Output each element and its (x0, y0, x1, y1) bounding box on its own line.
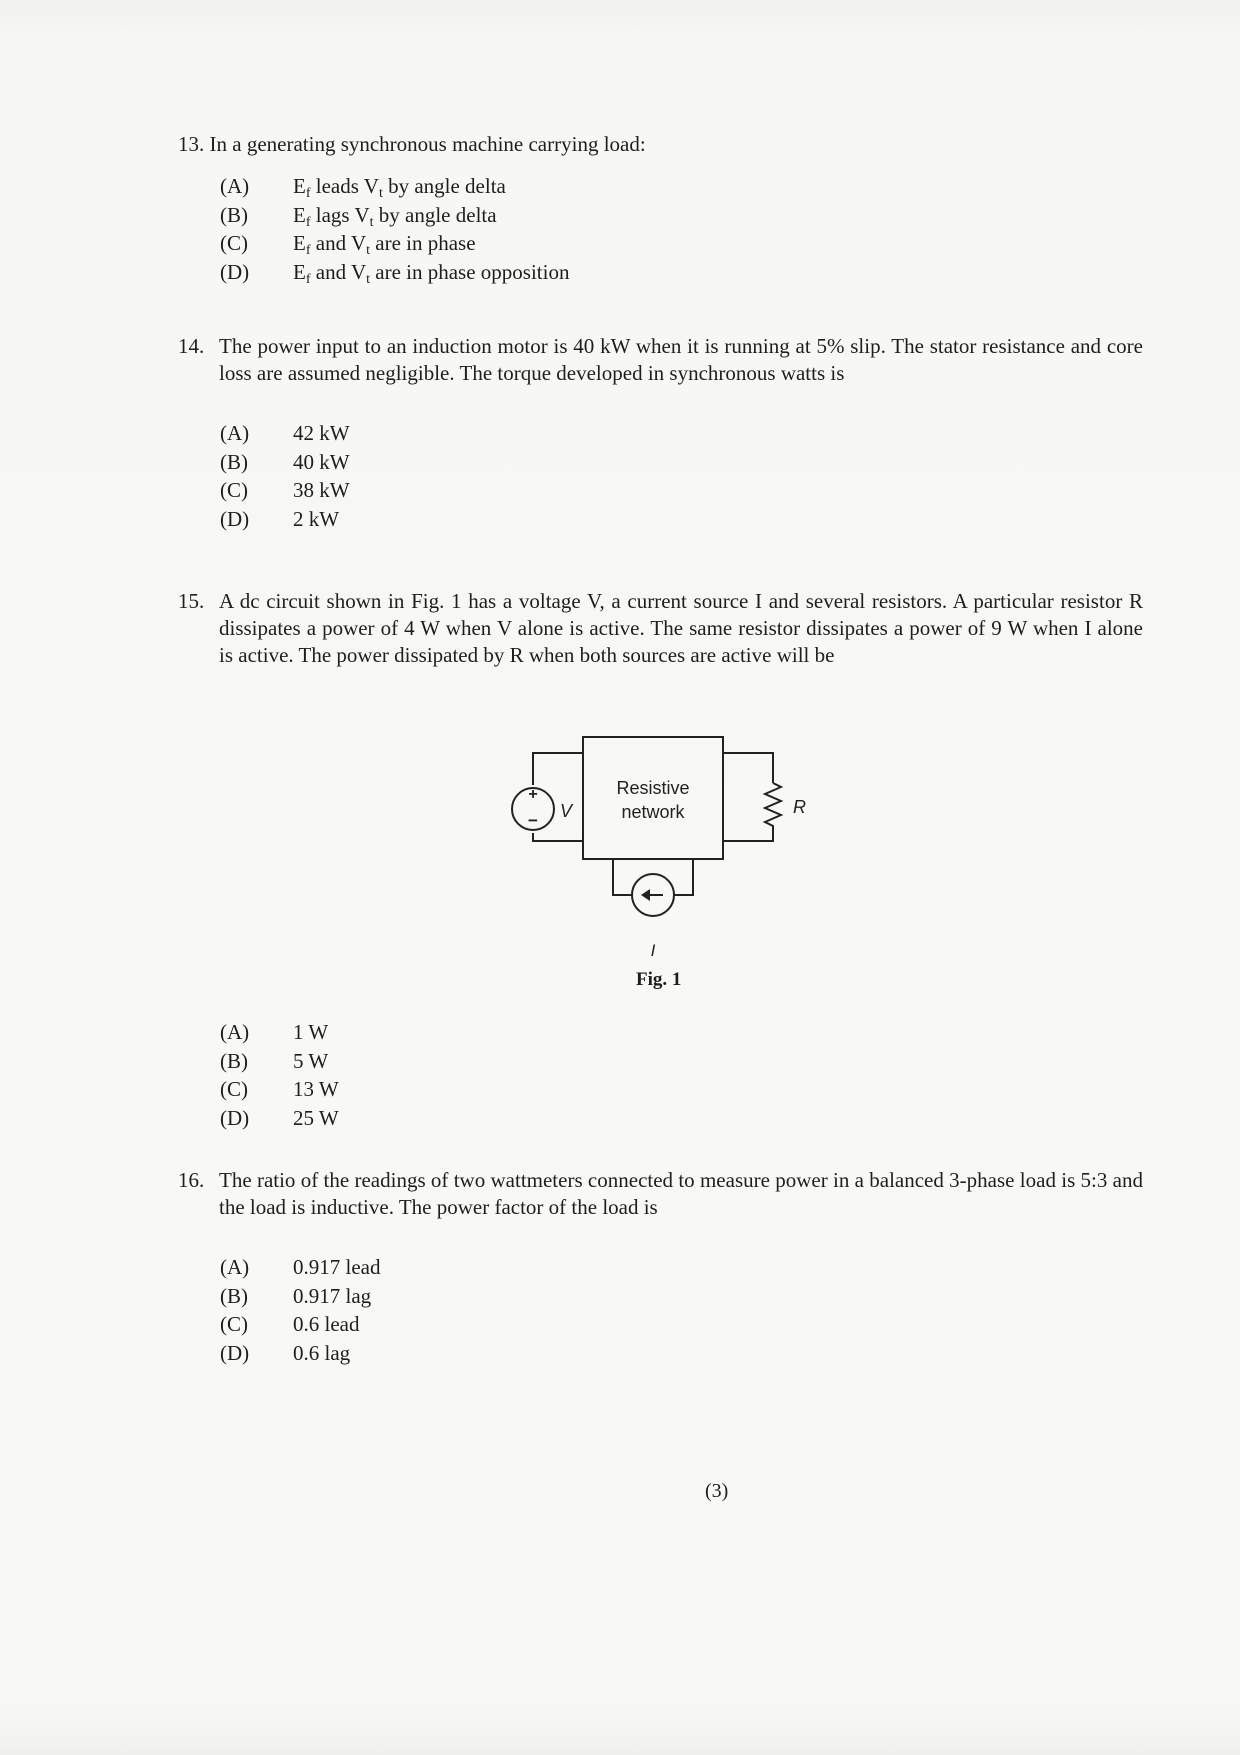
plus-sign: + (528, 786, 538, 803)
circuit-diagram (500, 735, 830, 965)
question-15 (178, 588, 1143, 669)
left-wire-top (533, 753, 583, 785)
voltage-label: V (560, 801, 573, 821)
option-15-a (220, 1018, 1143, 1047)
option-label: (A) (220, 1255, 250, 1279)
option-text: 38 kW (293, 478, 350, 502)
option-text: 13 W (293, 1077, 339, 1101)
page-number: (3) (705, 1480, 729, 1502)
network-label-line1: Resistive (616, 778, 690, 798)
question-15-text: A dc circuit shown in Fig. 1 has a voltage V, a current source I and several resistors. A particular resistor R dissipates a power of 4 W when V alone is active. The same resistor dissipates a power of 9 W when I alone is active. The power dissipated by R when both sources are active will be (219, 589, 1143, 667)
question-15-stem (178, 588, 1143, 669)
question-13-stem (178, 131, 1143, 158)
resistor-label: R (793, 797, 806, 817)
minus-sign: − (528, 811, 538, 830)
question-14-text: The power input to an induction motor is 40 kW when it is running at 5% slip. The stator resistance and core loss are assumed negligible. The torque developed in synchronous watts is (219, 334, 1143, 385)
option-label: (A) (220, 174, 250, 198)
question-13-stem-text: In a generating synchronous machine carrying load: (209, 132, 646, 156)
option-text: 40 kW (293, 449, 350, 474)
bottom-wire-left (613, 859, 632, 895)
option-text: 0.6 lag (293, 1340, 351, 1365)
option-text: 1 W (293, 1020, 329, 1044)
option-text: 2 kW (293, 506, 340, 531)
question-14 (178, 333, 1143, 533)
option-label: (C) (220, 478, 248, 502)
resistor-zigzag (723, 783, 781, 841)
option-text: $E_f$ and $V_t$ are in phase opposition (293, 259, 570, 287)
option-label: (B) (220, 1048, 248, 1073)
question-15-answers (178, 1018, 1143, 1132)
left-wire-bottom (533, 833, 583, 841)
question-13-number: 13. (178, 132, 205, 156)
network-label-line2: network (621, 802, 685, 822)
question-16-text: The ratio of the readings of two wattmeters connected to measure power in a balanced 3-phase load is 5:3 and the load is inductive. The power factor of the load is (219, 1168, 1143, 1219)
option-label: (D) (220, 259, 250, 284)
question-16-number: 16. (178, 1168, 205, 1192)
option-label: (C) (220, 1312, 248, 1336)
question-13-text (178, 131, 1143, 158)
option-text: 0.917 lag (293, 1283, 372, 1308)
option-16-b (220, 1282, 1143, 1311)
question-13 (178, 131, 1143, 286)
bottom-wire-right (674, 859, 693, 895)
option-13-d (220, 258, 1143, 287)
option-14-b (220, 448, 1143, 477)
option-text: 42 kW (293, 421, 350, 445)
current-arrow-head (641, 889, 650, 901)
resistive-network-box (583, 737, 723, 859)
question-15-number: 15. (178, 589, 205, 613)
option-14-a (220, 419, 1143, 448)
option-13-c (220, 229, 1143, 258)
option-label: (D) (220, 1105, 250, 1130)
option-label: (A) (220, 421, 250, 445)
option-14-c (220, 476, 1143, 505)
option-label: (D) (220, 506, 250, 531)
option-15-c (220, 1075, 1143, 1104)
question-16-options (220, 1253, 1143, 1367)
figure-caption: Fig. 1 (636, 969, 682, 990)
option-text: $E_f$ and $V_t$ are in phase (293, 231, 476, 258)
circuit-figure (500, 735, 830, 965)
option-14-d (220, 505, 1143, 534)
option-label: (B) (220, 1283, 248, 1308)
question-16-stem (178, 1167, 1143, 1221)
option-text: 5 W (293, 1048, 329, 1073)
option-16-a (220, 1253, 1143, 1282)
current-label: I (650, 941, 656, 960)
option-16-c (220, 1310, 1143, 1339)
option-13-a (220, 172, 1143, 201)
option-text: 0.917 lead (293, 1255, 381, 1279)
option-text: 0.6 lead (293, 1312, 360, 1336)
option-label: (A) (220, 1020, 250, 1044)
option-label: (C) (220, 231, 248, 255)
option-label: (D) (220, 1340, 250, 1365)
question-14-stem (178, 333, 1143, 387)
option-label: (B) (220, 202, 248, 227)
question-15-options (220, 1018, 1143, 1132)
option-15-b (220, 1047, 1143, 1076)
option-label: (C) (220, 1077, 248, 1101)
option-15-d (220, 1104, 1143, 1133)
right-wire-top (723, 753, 773, 783)
option-text: 25 W (293, 1105, 339, 1130)
option-text: $E_f$ leads $V_t$ by angle delta (293, 174, 506, 201)
question-14-options (220, 419, 1143, 533)
option-13-b (220, 201, 1143, 230)
question-16 (178, 1167, 1143, 1367)
question-14-number: 14. (178, 334, 205, 358)
question-13-options (220, 172, 1143, 286)
option-label: (B) (220, 449, 248, 474)
option-16-d (220, 1339, 1143, 1368)
option-text: $E_f$ lags $V_t$ by angle delta (293, 202, 497, 230)
